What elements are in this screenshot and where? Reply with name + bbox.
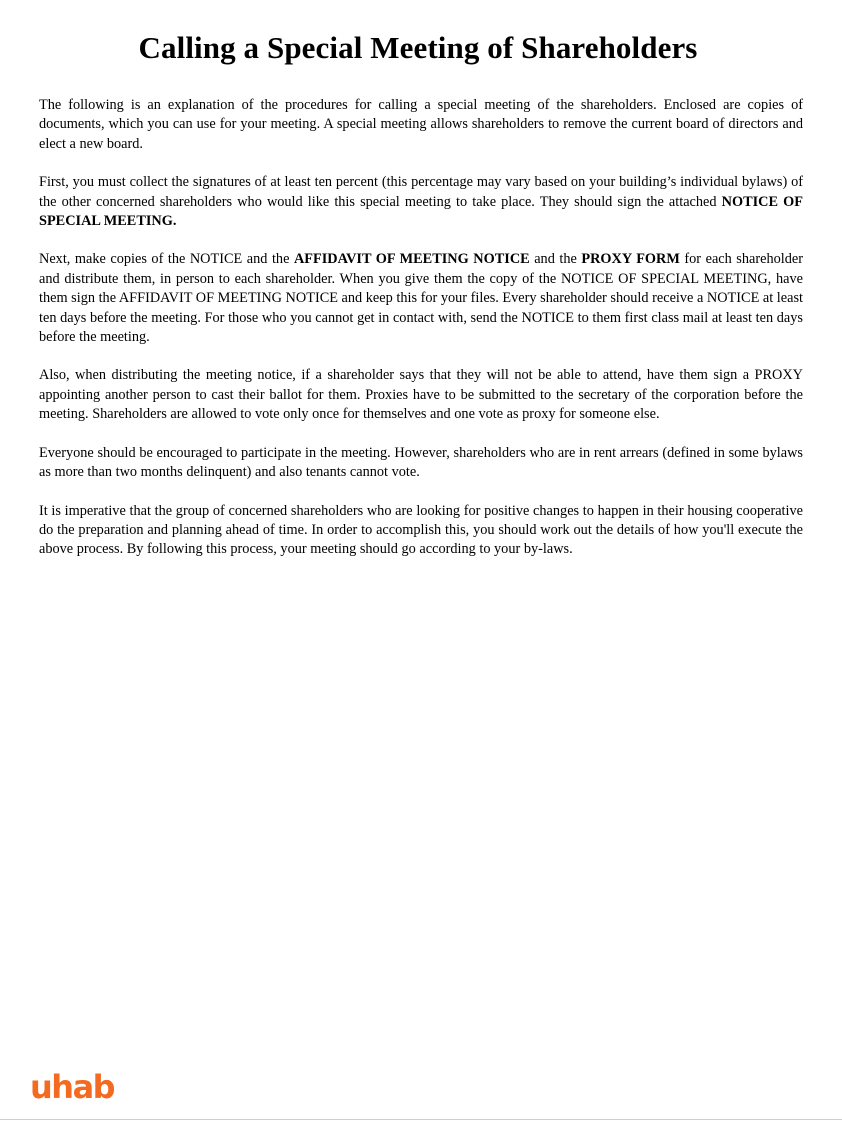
- paragraph-participation: [39, 444, 803, 483]
- paragraph-text: Next, make copies of the NOTICE and the: [39, 251, 294, 268]
- paragraph-text: and the: [529, 251, 582, 268]
- uhab-logo-text: uhab: [30, 1068, 115, 1106]
- paragraph-text: for each shareholder and distribute them, in person to each shareholder. When you give them the copy of the NOTICE OF SPECIAL MEETING, have them sign the AFFIDAVIT OF MEETING NOTICE and keep this for your files. Every shareholder should receive a NOTICE at least ten days before the meeting. For those who you cannot get in contact with, send the NOTICE to them first class mail at least ten days before the meeting.: [39, 251, 803, 346]
- notice-of-special-meeting-term: NOTICE OF SPECIAL MEETING.: [39, 193, 803, 230]
- footer-divider: [0, 1119, 842, 1120]
- paragraph-distribution: [39, 250, 803, 347]
- paragraph-text: It is imperative that the group of concerned shareholders who are looking for positive changes to happen in their housing cooperative do the preparation and planning ahead of time. In order to accomplish this, you should work out the details of how you'll execute the above process. By following this process, your meeting should go according to your by-laws.: [39, 502, 803, 558]
- affidavit-of-meeting-notice-term: AFFIDAVIT OF MEETING NOTICE: [293, 251, 530, 268]
- paragraph-text: Also, when distributing the meeting notice, if a shareholder says that they will not be able to attend, have them sign a PROXY appointing another person to cast their ballot for them. Proxies have to be submitted to the secretary of the corporation before the meeting. Shareholders are allowed to vote only once for themselves and one vote as proxy for someone else.: [39, 367, 803, 423]
- paragraph-planning: [39, 502, 803, 560]
- uhab-logo: [30, 1064, 122, 1110]
- paragraph-intro: [39, 96, 803, 154]
- document-title: Calling a Special Meeting of Shareholders: [138, 30, 698, 65]
- proxy-form-term: PROXY FORM: [581, 251, 680, 268]
- paragraph-text: First, you must collect the signatures of at least ten percent (this percentage may vary based on your building’s individual bylaws) of the other concerned shareholders who would like this special meeting to take place. They should sign the attached: [39, 174, 803, 210]
- paragraph-text: Everyone should be encouraged to participate in the meeting. However, shareholders who are in rent arrears (defined in some bylaws as more than two months delinquent) and also tenants cannot vote.: [39, 444, 803, 481]
- document-body: [39, 96, 803, 579]
- paragraph-proxy: [39, 366, 803, 424]
- paragraph-signatures: [39, 173, 803, 231]
- paragraph-text: The following is an explanation of the procedures for calling a special meeting of the shareholders. Enclosed are copies of documents, which you can use for your meeting. A special meeting allows shareholders to remove the current board of directors and elect a new board.: [39, 97, 803, 152]
